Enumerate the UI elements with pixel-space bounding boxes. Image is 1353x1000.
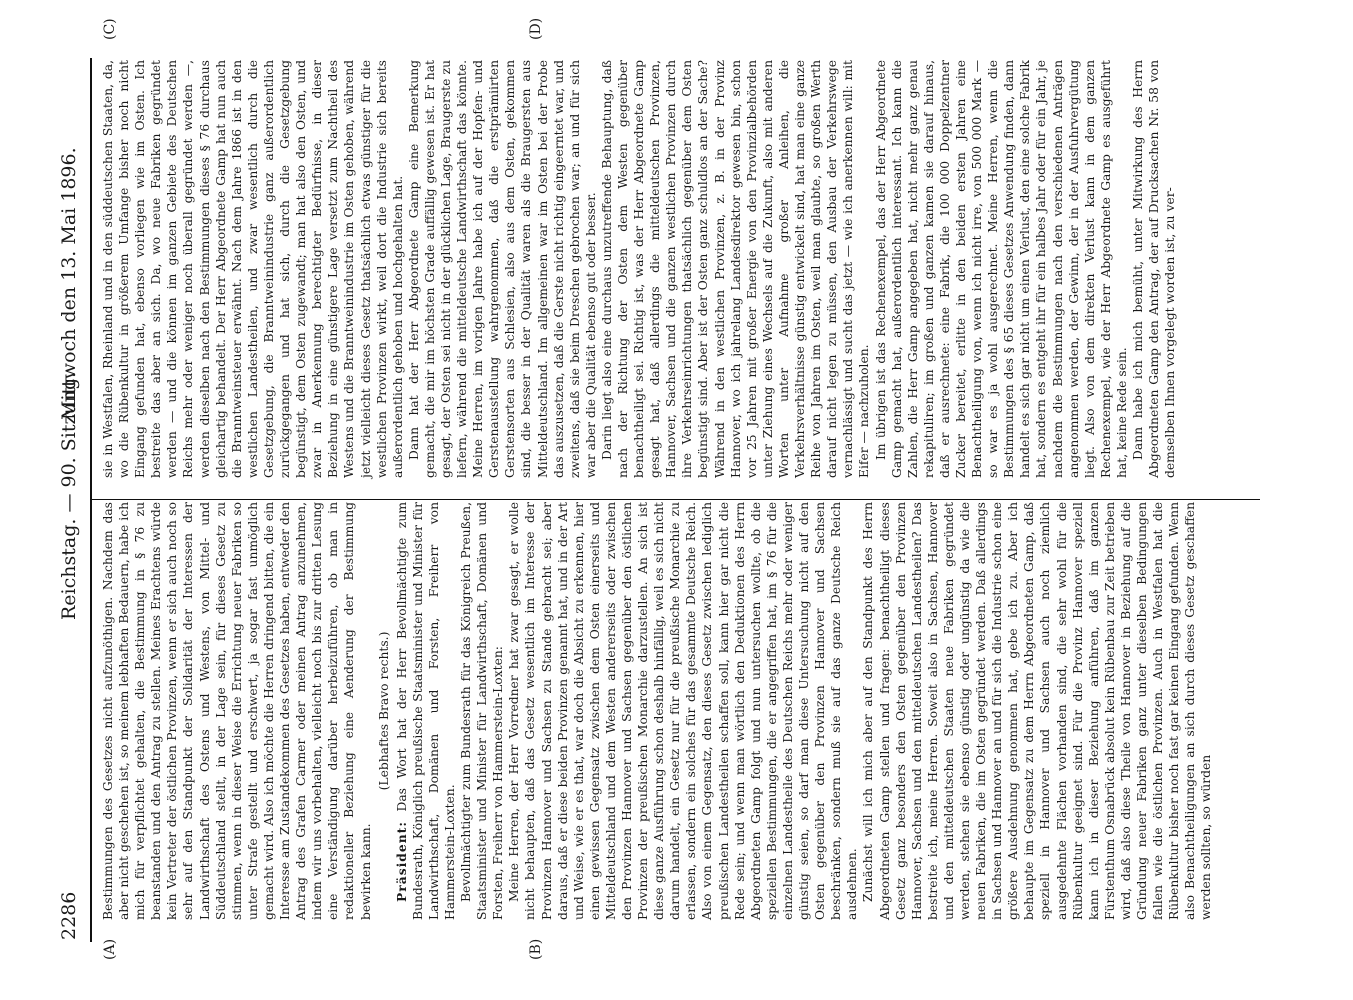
column-divider — [90, 499, 1260, 500]
speaker-minister: Bevollmächtigter zum Bundesrath für das Königreich Preußen, Staatsminister und Minister für Landwirthschaft, Domänen und Forsten, Freiherr von Hammerstein-Loxten: — [459, 502, 506, 920]
margin-mark-a: (A) — [102, 938, 118, 960]
page-number: 2286 — [58, 891, 80, 940]
session-date: Mittwoch den 13. Mai 1896. — [58, 147, 80, 420]
paragraph: Im übrigen ist das Rechenexempel, das der Herr Abgeordnete Gamp gemacht hat, außerordentlich interessant. Ich kann die Zahlen, die Herr Gamp angegeben hat, nicht mehr ganz genau rekapituliren; im großen und ganzen kamen sie darauf hinaus, daß er ausrechnete: eine Fabrik, die 100 000 Doppelzentner Zucker bereitet, erlitte in den beiden ersten Jahren eine Benachtheiligung von, wenn ich nicht irre, von 500 000 Mark — so war es ja wohl ausgerechnet. Meine Herren, wenn die Bestimmungen des § 65 dieses Gesetzes Anwendung finden, dann handelt es sich gar nicht um einen Verlust, den eine solche Fabrik hat, sondern es entgeht ihr für ein halbes Jahr oder für ein Jahr, je nachdem die Bestimmungen nach den verschiedenen Anträgen angenommen werden, der Gewinn, der in der Ausfuhrvergütung liegt. Also von dem direkten Verlust kann in dem ganzen Rechenexempel, wie der Herr Abgeordnete Gamp es ausgeführt hat, keine Rede sein. — [873, 60, 1129, 478]
right-column — [100, 60, 1178, 478]
paragraph: Darin liegt also eine durchaus unzutreffende Behauptung, daß nach der Richtung der Osten dem Westen gegenüber benachtheiligt sei. Richtig ist, was der Herr Abgeordnete Gamp gesagt hat, daß allerdings die mitteldeutschen Provinzen, Hannover, Sachsen und die ganzen westlichen Provinzen durch ihre Verkehrseinrichtungen thatsächlich gegenüber dem Osten begünstigt sind. Aber ist der Osten ganz schuldlos an der Sache? Während in den westlichen Provinzen, z. B. in der Provinz Hannover, wo ich jahrelang Landesdirektor gewesen bin, schon vor 25 Jahren mit großer Energie von den Provinzialbehörden unter Ziehung eines Wechsels auf die Zukunft, also mit anderen Worten unter Aufnahme großer Anleihen, die Verkehrsverhältnisse günstig entwickelt sind, hat man eine ganze Reihe von Jahren im Osten, weil man glaubte, so großen Werth darauf nicht legen zu müssen, den Ausbau der Verkehrswege vernachlässigt und sucht das jetzt — wie ich anerkennen will: mit Eifer — nachzuholen. — [599, 60, 872, 478]
margin-mark-b: (B) — [528, 938, 544, 960]
margin-mark-d: (D) — [528, 17, 544, 40]
paragraph: Dann habe ich mich bemüht, unter Mitwirkung des Herrn Abgeordneten Gamp den Antrag, der auf Drucksachen Nr. 58 von demselben Ihnen vorgelegt worden ist, zu ver- — [1131, 60, 1178, 478]
paragraph: Bestimmungen des Gesetzes nicht aufzunöthigen. Nachdem das aber nicht geschehen ist, so meinem lebhaften Bedauern, habe ich mich für verpflichtet gehalten, die Bestimmung in § 76 zu beanstanden und den Antrag zu stellen. Meines Erachtens würde kein Vertreter der östlichen Provinzen, wenn er sich auch noch so sehr auf den Standpunkt der Solidarität der Interessen der Landwirthschaft des Ostens und Westens, von Mittel- und Süddeutschland stellt, in der Lage sein, für dieses Gesetz zu stimmen, wenn in dieser Weise die Errichtung neuer Fabriken so unter Strafe gestellt und erschwert, ja sogar fast unmöglich gemacht wird. Also ich möchte die Herren dringend bitten, die ein Interesse am Zustandekommen des Gesetzes haben, entweder den Antrag des Grafen Carmer oder meinen Antrag anzunehmen, indem wir uns vorbehalten, vielleicht noch bis zur dritten Lesung eine Verständigung darüber herbeizuführen, ob man in redaktioneller Beziehung eine Aenderung der Bestimmung bewirken kann. — [101, 502, 373, 920]
paragraph: sie in Westfalen, Rheinland und in den süddeutschen Staaten, da, wo die Rübenkultur in größerem Umfange bisher noch nicht Eingang gefunden hat, ebenso vorliegen wie im Osten. Ich bestreite das aber an sich. Da, wo neue Fabriken gegründet werden — und die können im ganzen Gebiete des Deutschen Reichs mehr oder weniger noch überall gegründet werden —, werden dieselben nach den Bestimmungen dieses § 76 durchaus gleichartig behandelt. Der Herr Abgeordnete Gamp hat nun auch die Branntweinsteuer erwähnt. Nach dem Jahre 1866 ist in den westlichen Landestheilen, und zwar wesentlich durch die Gesetzgebung, die Branntweinindustrie ganz außerordentlich zurückgegangen und hat sich, durch die Gesetzgebung begünstigt, dem Osten zugewandt; man hat also den Osten, und zwar in Anerkennung berechtigter Bedürfnisse, in dieser Beziehung in eine günstigere Lage versetzt zum Nachtheil des Westens und die Branntweinindustrie im Osten gehoben, während jetzt vielleicht dieses Gesetz thatsächlich etwas günstiger für die westlichen Provinzen wirkt, weil dort die Industrie sich bereits außerordentlich gehoben und hochgehalten hat. — [101, 60, 405, 478]
president-paragraph — [394, 502, 458, 920]
applause-note: (Lebhaftes Bravo rechts.) — [376, 631, 391, 791]
speaker-president: Präsident: — [393, 821, 409, 902]
session-title: Reichstag. — 90. Sitzung. — [58, 371, 80, 620]
left-column — [100, 502, 1214, 920]
running-head — [58, 60, 88, 940]
margin-mark-c: (C) — [102, 18, 118, 40]
president-text: Das Wort hat der Herr Bevollmächtigte zum Bundesrath, Königlich preußische Staatsminister und Minister für Landwirthschaft, Domänen und Forsten, Freiherr von Hammerstein-Loxten. — [394, 502, 457, 920]
header-rule — [90, 58, 92, 942]
paragraph: Dann hat der Herr Abgeordnete Gamp eine Bemerkung gemacht, die mir im höchsten Grade auffällig gewesen ist. Er hat gesagt, der Osten sei nicht in der glücklichen Lage, Braugerste zu liefern, während die mitteldeutsche Landwirthschaft das könnte. Meine Herren, im vorigen Jahre habe ich auf der Hopfen- und Gerstenausstellung wahrgenommen, daß die erstprämiirten Gerstensorten aus Schlesien, also aus dem Osten, gekommen sind, die besser in der Qualität waren als die Braugersten aus Mitteldeutschland. Im allgemeinen war im Osten bei der Probe das auszusetzen, daß die Gerste nicht richtig eingeerntet war, und zweitens, daß sie beim Dreschen gebrochen war; an und für sich war aber die Qualität ebenso gut oder besser. — [406, 60, 598, 478]
paragraph: Zunächst will ich mich aber auf den Standpunkt des Herrn Abgeordneten Gamp stellen und fragen: benachtheiligt dieses Gesetz ganz besonders den Osten gegenüber den Provinzen Hannover, Sachsen und den mitteldeutschen Landestheilen? Das bestreite ich, meine Herren. Soweit also in Sachsen, Hannover und den mitteldeutschen Staaten neue Fabriken gegründet werden, stehen sie ebenso günstig oder ungünstig da wie die neuen Fabriken, die im Osten gegründet werden. Daß allerdings in Sachsen und Hannover an und für sich die Industrie schon eine größere Ausdehnung genommen hat, gebe ich zu. Aber ich behaupte im Gegensatz zu dem Herrn Abgeordneten Gamp, daß speziell in Hannover und Sachsen auch noch ziemlich ausgedehnte Flächen vorhanden sind, die sehr wohl für die Rübenkultur geeignet sind. Für die Provinz Hannover speziell kann ich in dieser Beziehung anführen, daß im ganzen Fürstenthum Osnabrück absolut kein Rübenbau zur Zeit betrieben wird, daß also diese Theile von Hannover in Beziehung auf die Gründung neuer Fabriken ganz unter dieselben Bedingungen fallen wie die östlichen Provinzen. Auch in Westfalen hat die Rübenkultur bisher noch fast gar keinen Eingang gefunden. Wenn also Benachtheiligungen an sich durch dieses Gesetz geschaffen werden sollten, so würden — [861, 502, 1214, 920]
paragraph: Meine Herren, der Herr Vorredner hat zwar gesagt, er wolle nicht behaupten, daß das Gesetz wesentlich im Interesse der Provinzen Hannover und Sachsen zu Stande gebracht sei; aber daraus, daß er diese beiden Provinzen genannt hat, und in der Art und Weise, wie er es that, war doch die Absicht zu erkennen, hier einen gewissen Gegensatz zwischen dem Osten einerseits und Mitteldeutschland und dem Westen andererseits oder zwischen den Provinzen Hannover und Sachsen gegenüber den östlichen Provinzen der preußischen Monarchie darzustellen. An sich ist diese ganze Ausführung schon deshalb hinfällig, weil es sich nicht darum handelt, ein Gesetz nur für die preußische Monarchie zu erlassen, sondern ein solches für das gesammte Deutsche Reich. Also von einem Gegensatz, den dieses Gesetz zwischen lediglich preußischen Landestheilen schaffen soll, kann hier gar nicht die Rede sein; und wenn man wörtlich den Deduktionen des Herrn Abgeordneten Gamp folgt und nun untersuchen wollte, ob die speziellen Bestimmungen, die er angegriffen hat, im § 76 für die einzelnen Landestheile des Deutschen Reichs mehr oder weniger günstig seien, so darf man diese Untersuchung nicht auf den Osten gegenüber den Provinzen Hannover und Sachsen beschränken, sondern muß sie auf das ganze Deutsche Reich ausdehnen. — [507, 502, 860, 920]
